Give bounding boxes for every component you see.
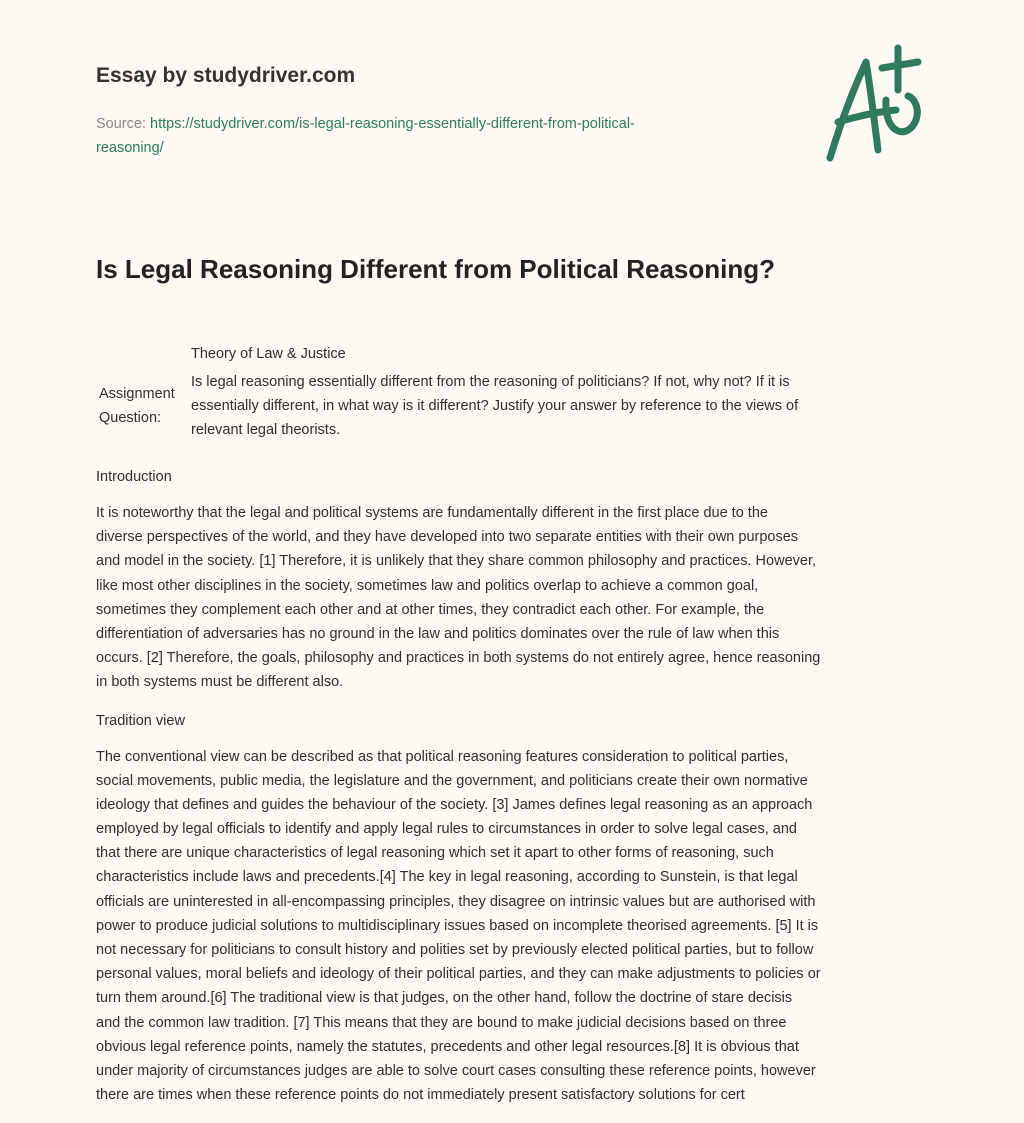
paragraph-line: ideology that defines and guides the behaviour of the society. [3] James defines legal reasoning as an approach — [96, 796, 813, 813]
paragraph-line: under majority of circumstances judges are able to solve court cases consulting these reference points, however — [96, 1062, 816, 1079]
paragraph-line: personal values, moral beliefs and ideology of their political parties, and they can make adjustments to policies or — [96, 966, 821, 983]
paragraph-line: officials are uninterested in all-encompassing principles, they disagree on intrinsic values but are authorised with — [96, 893, 816, 910]
course-name: Theory of Law & Justice — [191, 346, 346, 362]
source-line — [96, 112, 776, 160]
paragraph-line: characteristics include laws and precedents.[4] The key in legal reasoning, according to Sunstein, is that legal — [96, 869, 798, 886]
paragraph-introduction — [96, 501, 946, 695]
paragraph-line: not necessary for politicians to consult history and polities set by previously elected political parties, but to follow — [96, 942, 814, 958]
paragraph-line: power to produce judicial solutions to multidisciplinary issues based on incomplete theorised agreements. [5] It is — [96, 917, 819, 934]
paragraph-line: in both systems must be different also. — [96, 674, 344, 691]
paragraph-line: and the common law tradition. [7] This means that they are bound to make judicial decisions based on three — [96, 1014, 787, 1031]
paragraph-line: employed by legal officials to identify and apply legal rules to circumstances in order to solve legal cases, and — [96, 821, 797, 838]
source-link[interactable]: https://studydriver.com/is-legal-reasoning-essentially-different-from-political- reasoning/ — [96, 116, 635, 156]
paragraph-line: there are times when these reference points do not immediately present satisfactory solutions for cert — [96, 1087, 745, 1104]
paragraph-tradition-view — [96, 745, 946, 1108]
paragraph-line: The conventional view can be described as that political reasoning features consideration to political parties, — [96, 748, 789, 765]
paragraph-line: like most other disciplines in the society, sometimes law and politics overlap to achieve a common goal, — [96, 577, 759, 594]
paragraph-line: turn them around.[6] The traditional view is that judges, on the other hand, follow the doctrine of stare decisis — [96, 990, 793, 1007]
paragraph-line: obvious legal reference points, namely the statutes, precedents and other legal resources.[8] It is obvious that — [96, 1038, 799, 1055]
source-label: Source: — [96, 116, 146, 132]
essay-title: Is Legal Reasoning Different from Political Reasoning? — [96, 254, 775, 284]
assignment-meta — [96, 342, 798, 442]
question-text: Is legal reasoning essentially different from the reasoning of politicians? If not, why not? If it is essentially different, in what way is it different? Justify your answer by reference to the views of relevant legal theorists. — [191, 374, 799, 438]
paragraph-line: It is noteworthy that the legal and political systems are fundamentally different in the first place due to the — [96, 505, 768, 521]
paragraph-line: differentiation of adversaries has no ground in the law and politics dominates over the rule of law when this — [96, 625, 780, 642]
paragraph-line: social movements, public media, the legislature and the government, and politicians create their own normative — [96, 772, 808, 789]
question-label: Assignment Question: — [99, 386, 175, 426]
paragraph-line: diverse perspectives of the world, and they have developed into two separate entities with their own purposes — [96, 529, 799, 546]
a-plus-logo — [818, 40, 928, 165]
paragraph-line: occurs. [2] Therefore, the goals, philosophy and practices in both systems do not entirely agree, hence reasoning — [96, 650, 821, 667]
essay-body — [96, 465, 946, 1121]
paragraph-line: and model in the society. [1] Therefore, it is unlikely that they share common philosophy and practices. However, — [96, 553, 817, 570]
paragraph-line: sometimes they complement each other and at other times, they contradict each other. For example, the — [96, 601, 765, 618]
section-heading-tradition-view: Tradition view — [96, 712, 185, 729]
section-heading-introduction: Introduction — [96, 469, 172, 485]
site-title: Essay by studydriver.com — [96, 64, 356, 87]
paragraph-line: that there are unique characteristics of legal reasoning which set it apart to other forms of reasoning, such — [96, 845, 774, 862]
